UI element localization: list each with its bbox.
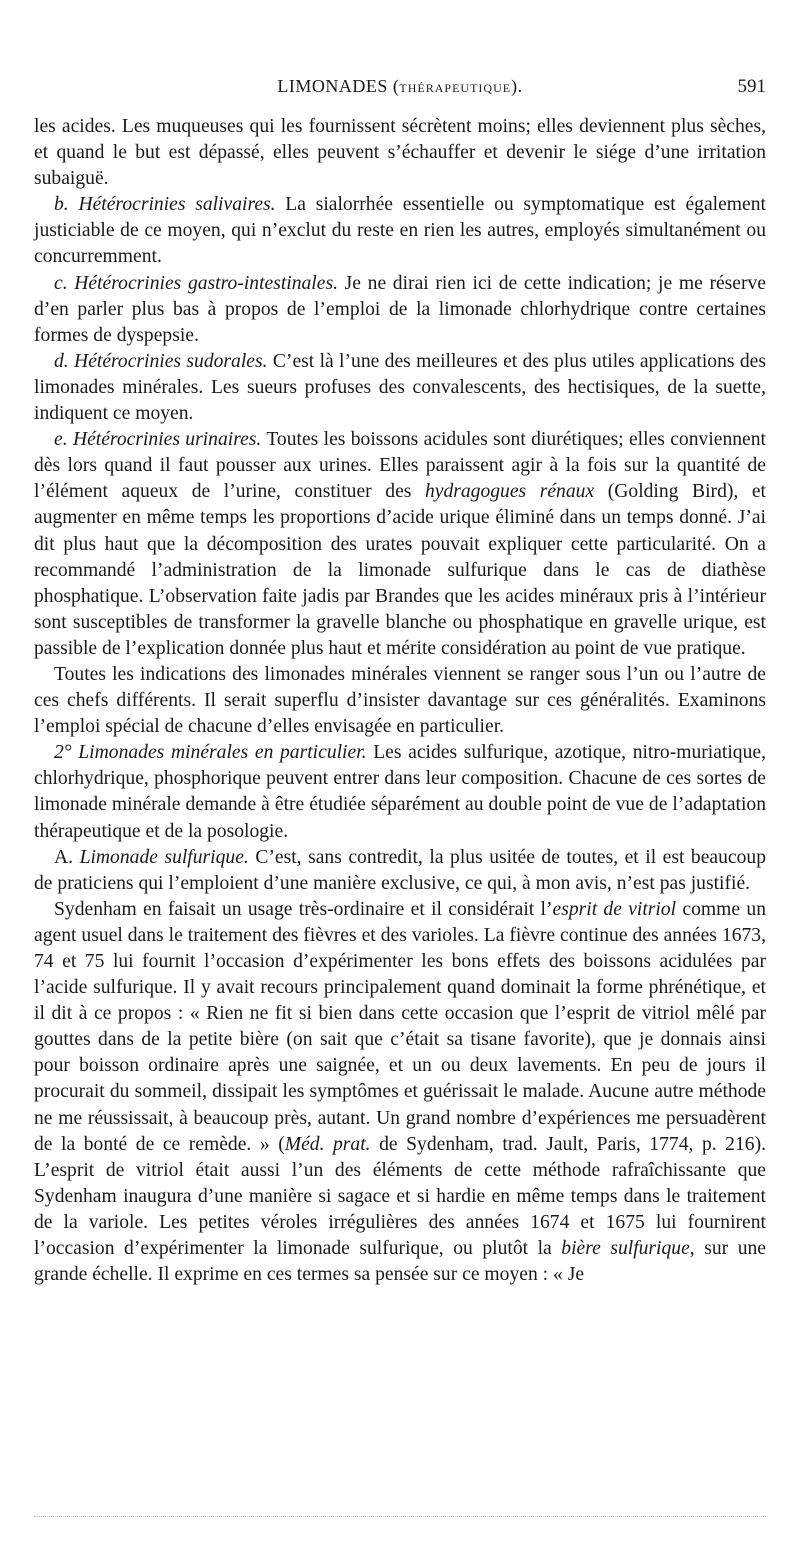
- page-number: 591: [737, 76, 766, 97]
- footer-rule: [34, 1516, 766, 1517]
- paragraph-toutes: Toutes les indications des limonades minérales viennent se ranger sous l’un ou l’autre de ces chefs différents. Il serait superflu d’insister davantage sur ces généralités. Examinons l’emploi spécial de chacune d’elles envisagée en particulier.: [34, 663, 766, 738]
- heading-b: b. Hétérocrinies salivaires.: [54, 194, 276, 216]
- body-text: [34, 114, 766, 1288]
- paragraph-a-sulfurique: A. Limonade sulfurique. C’est, sans contredit, la plus usitée de toutes, et il est beaucoup de praticiens qui l’emploient d’une manière exclusive, ce qui, à mon avis, n’est pas justifié.: [34, 846, 767, 894]
- paragraph-continuation: les acides. Les muqueuses qui les fournissent sécrètent moins; elles deviennent plus sèches, et quand le but est dépassé, elles peuvent s’échauffer et devenir le siége d’une irritation subaiguë.: [34, 116, 766, 190]
- heading-section-2: 2° Limonades minérales en particulier.: [54, 742, 367, 764]
- paragraph-sydenham: Sydenham en faisait un usage très-ordinaire et il considérait l’esprit de vitriol comme un agent usuel dans le traitement des fièvres et des varioles. La fièvre continue des années 1673, 74 et 75 lui fournit l’occasion d’expérimenter les bons effets des boissons acidulées par l’acide sulfurique. Il y avait recours principalement quand dominait la forme phrénétique, et il dit à ce propos : « Rien ne fit si bien dans cette occasion que l’esprit de vitriol mêlé par gouttes dans de la petite bière (on sait que c’était sa tisane favorite), que je donnais ainsi pour boisson ordinaire après une saignée, et un ou deux lavements. En peu de jours il procurait du sommeil, dissipait les symptômes et guérissait le malade. Aucune autre méthode ne me réussissait, à beaucoup près, autant. Un grand nombre d’expériences me persuadèrent de la bonté de ce remède. » (Méd. prat. de Sydenham, trad. Jault, Paris, 1774, p. 216). L’esprit de vitriol était aussi l’un des éléments de cette méthode rafraîchissante que Sydenham inaugura d’une manière si sagace et si hardie en même temps dans le traitement de la variole. Les petites véroles irrégulières des années 1674 et 1675 lui fournirent l’occasion d’expérimenter la limonade sulfurique, ou plutôt la bière sulfurique, sur une grande échelle. Il exprime en ces termes sa pensée sur ce moyen : « Je: [34, 898, 766, 1286]
- heading-c: c. Hétérocrinies gastro-intestinales.: [54, 272, 338, 294]
- paragraph-section-2: 2° Limonades minérales en particulier. Les acides sulfurique, azotique, nitro-muriatique, chlorhydrique, phosphorique peuvent entrer dans leur composition. Chacune de ces sortes de limonade minérale demande à être étudiée séparément au double point de vue de l’adaptation thérapeutique et de la posologie.: [34, 742, 766, 842]
- paragraph-c-gastro-intestinales: c. Hétérocrinies gastro-intestinales. Je ne dirai rien ici de cette indication; je me réserve d’en parler plus bas à propos de l’emploi de la limonade chlorhydrique contre certaines formes de dyspepsie.: [34, 272, 767, 346]
- running-title-smallcaps: THÉRAPEUTIQUE: [399, 81, 512, 95]
- paragraph-e-urinaires: e. Hétérocrinies urinaires. Toutes les boissons acidules sont diurétiques; elles conviennent dès lors quand il faut pousser aux urines. Elles paraissent agir à la fois sur la quantité de l’élément aqueux de l’urine, constituer des hydragogues rénaux (Golding Bird), et augmenter en même temps les proportions d’acide urique éliminé dans un temps donné. J’ai dit plus haut que la décomposition des urates pouvait expliquer cette particularité. On a recommandé l’administration de la limonade sulfurique dans le cas de diathèse phosphatique. L’observation faite jadis par Brandes que les acides minéraux pris à l’intérieur sont susceptibles de transformer la gravelle blanche ou phosphatique en gravelle urique, est passible de l’explication donnée plus haut et mérite considération au point de vue pratique.: [34, 429, 766, 659]
- heading-d: d. Hétérocrinies sudorales.: [54, 350, 268, 372]
- paragraph-d-sudorales: d. Hétérocrinies sudorales. C’est là l’une des meilleures et des plus utiles applications des limonades minérales. Les sueurs profuses des convalescents, des hectisiques, de la suette, indiquent ce moyen.: [34, 350, 766, 425]
- heading-a: Limonade sulfurique.: [79, 846, 249, 868]
- running-title: LIMONADES (THÉRAPEUTIQUE).: [277, 76, 523, 96]
- heading-e: e. Hétérocrinies urinaires.: [54, 429, 262, 451]
- paragraph-b-salivaires: b. Hétérocrinies salivaires. La sialorrhée essentielle ou symptomatique est également justiciable de ce moyen, qui n’exclut du reste en rien les autres, employés simultanément ou concurremment.: [34, 194, 766, 268]
- running-header: [34, 72, 766, 104]
